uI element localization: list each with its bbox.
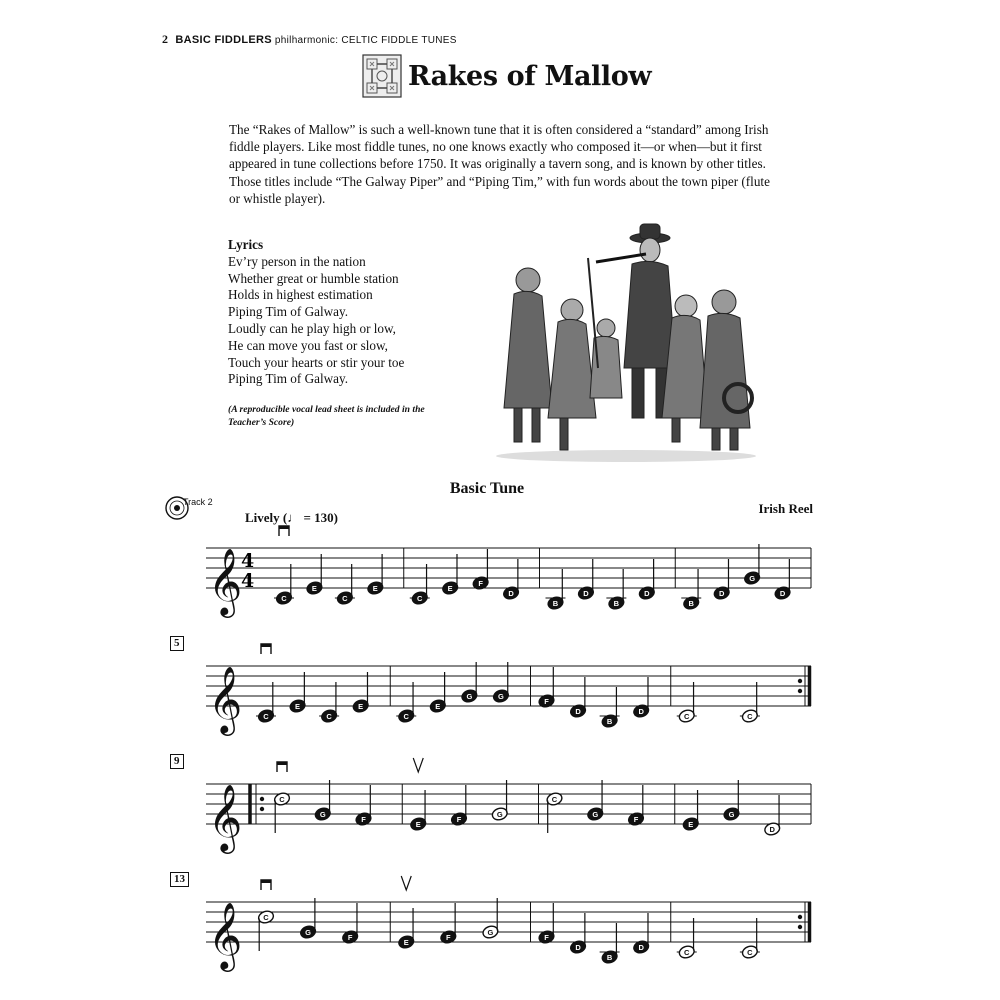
note-letter: F — [633, 814, 639, 824]
note-letter: F — [456, 814, 462, 824]
note-letter: D — [638, 706, 644, 716]
note-letter: C — [747, 711, 753, 721]
note-letter: C — [403, 711, 409, 721]
note-letter: F — [361, 814, 366, 824]
measure-number: 13 — [170, 872, 189, 887]
note-letter: G — [487, 927, 494, 937]
measure-number: 5 — [170, 636, 184, 651]
note-letter: B — [606, 952, 613, 962]
down-bow-bar — [261, 644, 271, 647]
note-letter: D — [508, 588, 514, 598]
note-letter: F — [347, 932, 353, 942]
note-letter: G — [749, 573, 756, 583]
note-letter: G — [498, 691, 504, 701]
note-letter: C — [551, 794, 558, 804]
treble-clef-icon: 𝄞 — [208, 901, 243, 969]
track-label: Track 2 — [183, 497, 213, 507]
repeat-dot — [260, 797, 264, 801]
repeat-dot — [798, 689, 802, 693]
note-letter: C — [747, 947, 753, 957]
lyric-line: He can move you fast or slow, — [228, 337, 388, 353]
tune-genre: Irish Reel — [758, 501, 813, 516]
repeat-dot — [798, 915, 802, 919]
tune-title: Basic Tune — [449, 480, 525, 497]
note-letter: C — [326, 711, 332, 721]
note-letter: F — [544, 696, 549, 706]
note-letter: C — [263, 711, 269, 721]
note-letter: D — [718, 588, 725, 598]
note-letter: D — [575, 942, 581, 952]
time-signature-top: 4 — [241, 550, 255, 572]
note-letter: G — [592, 809, 599, 819]
note-letter: C — [279, 794, 285, 804]
lead-sheet-note: (A reproducible vocal lead sheet is included in the Teacher’s Score) — [228, 404, 425, 428]
note-letter: D — [644, 588, 650, 598]
lyric-line: Loudly can he play high or low, — [228, 320, 396, 336]
note-letter: G — [305, 927, 312, 937]
note-letter: F — [478, 578, 483, 588]
tempo-marking: Lively (♩ = 130) — [245, 510, 338, 525]
down-bow-bar — [261, 880, 271, 883]
page-number: 2 — [162, 32, 169, 46]
note-letter: E — [295, 701, 301, 711]
repeat-dot — [260, 807, 264, 811]
note-letter: F — [446, 932, 451, 942]
note-letter: E — [447, 583, 453, 593]
note-letter: B — [688, 598, 694, 608]
note-letter: E — [403, 937, 409, 947]
note-letter: E — [311, 583, 317, 593]
intro-paragraph: The “Rakes of Mallow” is such a well-known tune that it is often considered a “standard” among Irish fiddle players. Like most fiddle tunes, no one knows exactly who composed it—or when—but it first appeared in tune collections before 1750. It was originally a tavern song, and is known by other titles. Those titles include “The Galway Piper” and “Piping Tim,” with fun words about the town piper (flute or whistle player). — [229, 122, 770, 206]
down-bow-bar — [279, 526, 289, 529]
note-letter: E — [372, 583, 378, 593]
note-letter: G — [319, 809, 326, 819]
note-letter: C — [684, 947, 690, 957]
measure-number: 9 — [170, 754, 184, 769]
treble-clef-icon: 𝄞 — [208, 783, 243, 851]
note-letter: C — [684, 711, 690, 721]
note-letter: C — [417, 593, 423, 603]
note-letter: C — [263, 912, 269, 922]
lyric-line: Whether great or humble station — [228, 270, 399, 286]
lyric-line: Touch your hearts or stir your toe — [228, 354, 405, 370]
note-letter: C — [281, 593, 287, 603]
repeat-dot — [798, 925, 802, 929]
book-subtitle: philharmonic: CELTIC FIDDLE TUNES — [274, 35, 457, 46]
note-letter: B — [552, 598, 559, 608]
note-letter: G — [466, 691, 473, 701]
treble-clef-icon: 𝄞 — [208, 547, 243, 615]
note-letter: C — [342, 593, 348, 603]
note-letter: B — [613, 598, 620, 608]
up-bow-icon — [401, 876, 411, 890]
note-letter: E — [435, 701, 441, 711]
note-letter: D — [638, 942, 644, 952]
repeat-dot — [798, 679, 802, 683]
lyric-line: Ev’ry person in the nation — [228, 253, 366, 269]
note-letter: E — [415, 819, 421, 829]
note-letter: D — [575, 706, 581, 716]
note-letter: F — [544, 932, 549, 942]
note-letter: B — [606, 716, 613, 726]
note-letter: G — [496, 809, 503, 819]
note-letter: E — [688, 819, 694, 829]
note-letter: D — [779, 588, 786, 598]
treble-clef-icon: 𝄞 — [208, 665, 243, 733]
note-letter: D — [769, 824, 775, 834]
note-letter: E — [358, 701, 364, 711]
lyric-line: Piping Tim of Galway. — [228, 371, 349, 387]
note-letter: G — [728, 809, 735, 819]
lyrics-heading: Lyrics — [228, 237, 264, 252]
note-letter: D — [583, 588, 589, 598]
up-bow-icon — [413, 758, 423, 772]
page-title: Rakes of Mallow — [408, 60, 652, 92]
series-name: BASIC FIDDLERS — [175, 34, 272, 46]
time-signature-bottom: 4 — [241, 570, 255, 592]
lyric-line: Piping Tim of Galway. — [228, 304, 349, 320]
down-bow-bar — [277, 762, 287, 765]
lyric-line: Holds in highest estimation — [228, 287, 373, 303]
